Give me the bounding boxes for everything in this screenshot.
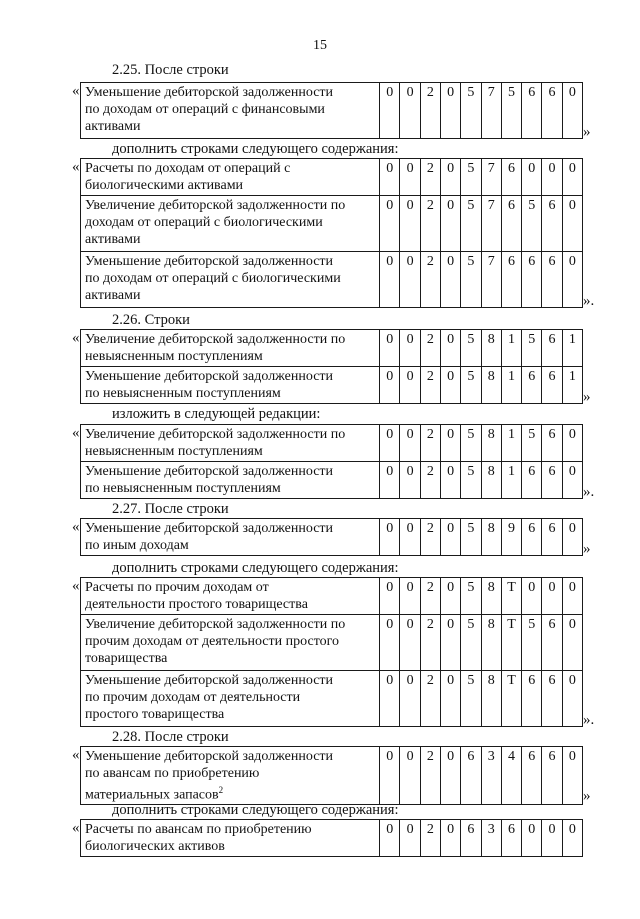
code-digit: 2 [420, 519, 440, 556]
code-digit: 1 [501, 367, 521, 404]
account-code-table [80, 819, 583, 857]
code-digit: 0 [380, 519, 400, 556]
description-line: по доходам от операций с биологическими [85, 271, 341, 286]
code-digit: 6 [522, 462, 542, 499]
code-digit: 0 [441, 330, 461, 367]
code-digit: 0 [562, 820, 582, 857]
code-digit: 0 [522, 578, 542, 615]
table-row [81, 615, 583, 671]
code-digit: 6 [461, 747, 481, 805]
code-digit: 6 [522, 367, 542, 404]
code-digit: 0 [380, 196, 400, 252]
description-line: материальных запасов [85, 787, 219, 803]
code-digit: 8 [481, 330, 501, 367]
code-digit: 6 [522, 519, 542, 556]
description-line: Увеличение дебиторской задолженности по [85, 332, 346, 347]
opening-quote: « [72, 578, 80, 594]
code-digit: 0 [380, 578, 400, 615]
description-line: товарищества [85, 651, 168, 666]
code-digit: 6 [501, 252, 521, 308]
table-row [81, 367, 583, 404]
opening-quote: « [72, 747, 80, 763]
code-digit: 0 [522, 820, 542, 857]
code-digit: 0 [542, 820, 562, 857]
row-description [81, 367, 380, 404]
code-digit: 5 [522, 196, 542, 252]
description-line: Уменьшение дебиторской задолженности [85, 369, 334, 384]
code-digit: 8 [481, 425, 501, 462]
code-digit: 0 [400, 367, 420, 404]
code-digit: 2 [420, 83, 440, 139]
code-digit: 2 [420, 615, 440, 671]
row-description [81, 159, 380, 196]
description-line: по иным доходам [85, 538, 189, 553]
code-digit: 6 [542, 83, 562, 139]
section-heading: 2.28. После строки [112, 729, 229, 745]
code-digit: Т [501, 578, 521, 615]
code-digit: 8 [481, 578, 501, 615]
code-digit: 5 [461, 330, 481, 367]
code-digit: 2 [420, 671, 440, 727]
code-digit: 0 [441, 519, 461, 556]
block-instruction: изложить в следующей редакции: [112, 406, 321, 422]
code-digit: 2 [420, 747, 440, 805]
code-digit: 2 [420, 462, 440, 499]
code-digit: 0 [562, 159, 582, 196]
code-digit: 0 [400, 330, 420, 367]
code-digit: 8 [481, 671, 501, 727]
description-line: по доходам от операций с финансовыми [85, 102, 325, 117]
description-line: Уменьшение дебиторской задолженности [85, 85, 334, 100]
opening-quote: « [72, 330, 80, 346]
opening-quote: « [72, 820, 80, 836]
code-digit: 0 [441, 462, 461, 499]
code-digit: 9 [501, 519, 521, 556]
description-line: Увеличение дебиторской задолженности по [85, 198, 346, 213]
code-digit: 0 [441, 83, 461, 139]
table-row [81, 159, 583, 196]
code-digit: 0 [380, 820, 400, 857]
code-digit: 6 [461, 820, 481, 857]
description-line: Уменьшение дебиторской задолженности [85, 464, 334, 479]
description-line: по авансам по приобретению [85, 766, 260, 781]
account-code-table [80, 158, 583, 308]
code-digit: 0 [400, 671, 420, 727]
description-line: биологическими активами [85, 178, 244, 193]
code-digit: 7 [481, 159, 501, 196]
code-digit: 5 [461, 83, 481, 139]
code-digit: 1 [562, 367, 582, 404]
description-line: невыясненным поступлениям [85, 349, 263, 364]
code-digit: 6 [522, 671, 542, 727]
code-digit: 5 [522, 425, 542, 462]
code-digit: 0 [400, 747, 420, 805]
code-digit: 5 [461, 425, 481, 462]
code-digit: 1 [501, 462, 521, 499]
row-description [81, 820, 380, 857]
code-digit: 0 [441, 747, 461, 805]
code-digit: 6 [542, 196, 562, 252]
code-digit: 2 [420, 330, 440, 367]
code-digit: 1 [501, 330, 521, 367]
code-digit: 2 [420, 367, 440, 404]
code-digit: 0 [380, 425, 400, 462]
code-digit: 0 [562, 747, 582, 805]
code-digit: 2 [420, 196, 440, 252]
account-code-table [80, 82, 583, 139]
table-row [81, 252, 583, 308]
code-digit: 2 [420, 252, 440, 308]
code-digit: 0 [441, 671, 461, 727]
table-row [81, 196, 583, 252]
code-digit: 3 [481, 747, 501, 805]
row-description [81, 462, 380, 499]
closing-quote: » [583, 541, 591, 557]
description-line: Расчеты по авансам по приобретению [85, 822, 312, 837]
code-digit: 0 [380, 83, 400, 139]
code-digit: 0 [400, 519, 420, 556]
code-digit: 0 [562, 615, 582, 671]
account-code-table [80, 518, 583, 556]
code-digit: 6 [522, 747, 542, 805]
closing-quote: » [583, 788, 591, 804]
block-instruction: дополнить строками следующего содержания: [112, 560, 399, 576]
code-digit: 6 [522, 252, 542, 308]
closing-quote: ». [583, 712, 595, 728]
row-description [81, 578, 380, 615]
code-digit: 5 [501, 83, 521, 139]
code-digit: 5 [461, 615, 481, 671]
code-digit: Т [501, 615, 521, 671]
table-row [81, 462, 583, 499]
code-digit: 0 [380, 462, 400, 499]
block-instruction: дополнить строками следующего содержания: [112, 802, 399, 818]
opening-quote: « [72, 159, 80, 175]
code-digit: 8 [481, 615, 501, 671]
code-digit: 5 [522, 330, 542, 367]
code-digit: 2 [420, 820, 440, 857]
code-digit: 1 [501, 425, 521, 462]
account-code-table [80, 424, 583, 499]
description-line: невыясненным поступлениям [85, 444, 263, 459]
code-digit: 2 [420, 425, 440, 462]
description-line: по невыясненным поступлениям [85, 481, 281, 496]
code-digit: 0 [562, 519, 582, 556]
table-row [81, 425, 583, 462]
description-line: активами [85, 232, 141, 247]
code-digit: 2 [420, 159, 440, 196]
code-digit: 6 [501, 820, 521, 857]
code-digit: 0 [562, 462, 582, 499]
code-digit: 0 [400, 462, 420, 499]
code-digit: 3 [481, 820, 501, 857]
code-digit: 5 [522, 615, 542, 671]
code-digit: 0 [380, 252, 400, 308]
code-digit: 4 [501, 747, 521, 805]
table-row [81, 820, 583, 857]
code-digit: 0 [562, 196, 582, 252]
row-description [81, 671, 380, 727]
code-digit: 0 [400, 83, 420, 139]
description-line: Уменьшение дебиторской задолженности [85, 254, 334, 269]
code-digit: 7 [481, 196, 501, 252]
code-digit: 0 [441, 820, 461, 857]
description-line: прочим доходам от деятельности простого [85, 634, 340, 649]
opening-quote: « [72, 83, 80, 99]
description-line: Увеличение дебиторской задолженности по [85, 427, 346, 442]
code-digit: 0 [400, 159, 420, 196]
description-line: Увеличение дебиторской задолженности по [85, 617, 346, 632]
code-digit: 6 [501, 196, 521, 252]
code-digit: 7 [481, 83, 501, 139]
code-digit: 6 [542, 519, 562, 556]
section-heading: 2.25. После строки [112, 62, 229, 78]
code-digit: Т [501, 671, 521, 727]
section-heading: 2.27. После строки [112, 501, 229, 517]
code-digit: 0 [380, 159, 400, 196]
closing-quote: » [583, 389, 591, 405]
opening-quote: « [72, 425, 80, 441]
description-line: Уменьшение дебиторской задолженности [85, 673, 334, 688]
table-row [81, 578, 583, 615]
account-code-table [80, 329, 583, 404]
code-digit: 5 [461, 462, 481, 499]
code-digit: 0 [400, 425, 420, 462]
row-description [81, 196, 380, 252]
code-digit: 0 [380, 615, 400, 671]
code-digit: 0 [380, 330, 400, 367]
code-digit: 6 [542, 425, 562, 462]
code-digit: 0 [380, 367, 400, 404]
code-digit: 6 [522, 83, 542, 139]
description-line: доходам от операций с биологическими [85, 215, 323, 230]
code-digit: 0 [441, 196, 461, 252]
section-heading: 2.26. Строки [112, 312, 190, 328]
code-digit: 0 [441, 615, 461, 671]
description-line: простого товарищества [85, 707, 225, 722]
code-digit: 0 [400, 820, 420, 857]
table-row [81, 519, 583, 556]
code-digit: 1 [562, 330, 582, 367]
code-digit: 0 [380, 671, 400, 727]
code-digit: 0 [441, 578, 461, 615]
row-description [81, 330, 380, 367]
table-row [81, 747, 583, 805]
code-digit: 5 [461, 196, 481, 252]
code-digit: 0 [542, 159, 562, 196]
description-line: Расчеты по прочим доходам от [85, 580, 269, 595]
description-line: активами [85, 119, 141, 134]
code-digit: 6 [542, 367, 562, 404]
code-digit: 6 [501, 159, 521, 196]
code-digit: 0 [441, 367, 461, 404]
closing-quote: ». [583, 484, 595, 500]
table-row [81, 83, 583, 139]
code-digit: 5 [461, 252, 481, 308]
block-instruction: дополнить строками следующего содержания: [112, 141, 399, 157]
closing-quote: ». [583, 293, 595, 309]
account-code-table [80, 577, 583, 727]
account-code-table [80, 746, 583, 805]
description-line: биологических активов [85, 839, 225, 854]
code-digit: 0 [400, 578, 420, 615]
code-digit: 5 [461, 159, 481, 196]
code-digit: 6 [542, 252, 562, 308]
code-digit: 6 [542, 462, 562, 499]
row-description [81, 83, 380, 139]
row-description [81, 425, 380, 462]
code-digit: 5 [461, 519, 481, 556]
description-line: по прочим доходам от деятельности [85, 690, 301, 705]
description-line: Уменьшение дебиторской задолженности [85, 749, 334, 764]
code-digit: 0 [380, 747, 400, 805]
row-description [81, 252, 380, 308]
description-line: по невыясненным поступлениям [85, 386, 281, 401]
code-digit: 6 [542, 747, 562, 805]
code-digit: 0 [441, 159, 461, 196]
row-description [81, 747, 380, 805]
code-digit: 0 [522, 159, 542, 196]
row-description [81, 519, 380, 556]
code-digit: 0 [562, 83, 582, 139]
code-digit: 8 [481, 519, 501, 556]
code-digit: 5 [461, 578, 481, 615]
code-digit: 0 [562, 252, 582, 308]
code-digit: 0 [400, 615, 420, 671]
description-line: Уменьшение дебиторской задолженности [85, 521, 334, 536]
opening-quote: « [72, 519, 80, 535]
code-digit: 7 [481, 252, 501, 308]
footnote-marker: 2 [218, 785, 224, 795]
code-digit: 0 [441, 252, 461, 308]
code-digit: 6 [542, 671, 562, 727]
code-digit: 0 [562, 425, 582, 462]
code-digit: 2 [420, 578, 440, 615]
code-digit: 8 [481, 367, 501, 404]
code-digit: 0 [400, 196, 420, 252]
code-digit: 0 [542, 578, 562, 615]
code-digit: 8 [481, 462, 501, 499]
code-digit: 0 [441, 425, 461, 462]
description-line: активами [85, 288, 141, 303]
description-line: Расчеты по доходам от операций с [85, 161, 291, 176]
code-digit: 6 [542, 615, 562, 671]
closing-quote: » [583, 124, 591, 140]
row-description [81, 615, 380, 671]
code-digit: 5 [461, 671, 481, 727]
page-number: 15 [313, 38, 327, 53]
code-digit: 0 [562, 671, 582, 727]
code-digit: 0 [400, 252, 420, 308]
table-row [81, 671, 583, 727]
description-line: деятельности простого товарищества [85, 597, 308, 612]
code-digit: 6 [542, 330, 562, 367]
code-digit: 0 [562, 578, 582, 615]
table-row [81, 330, 583, 367]
code-digit: 5 [461, 367, 481, 404]
